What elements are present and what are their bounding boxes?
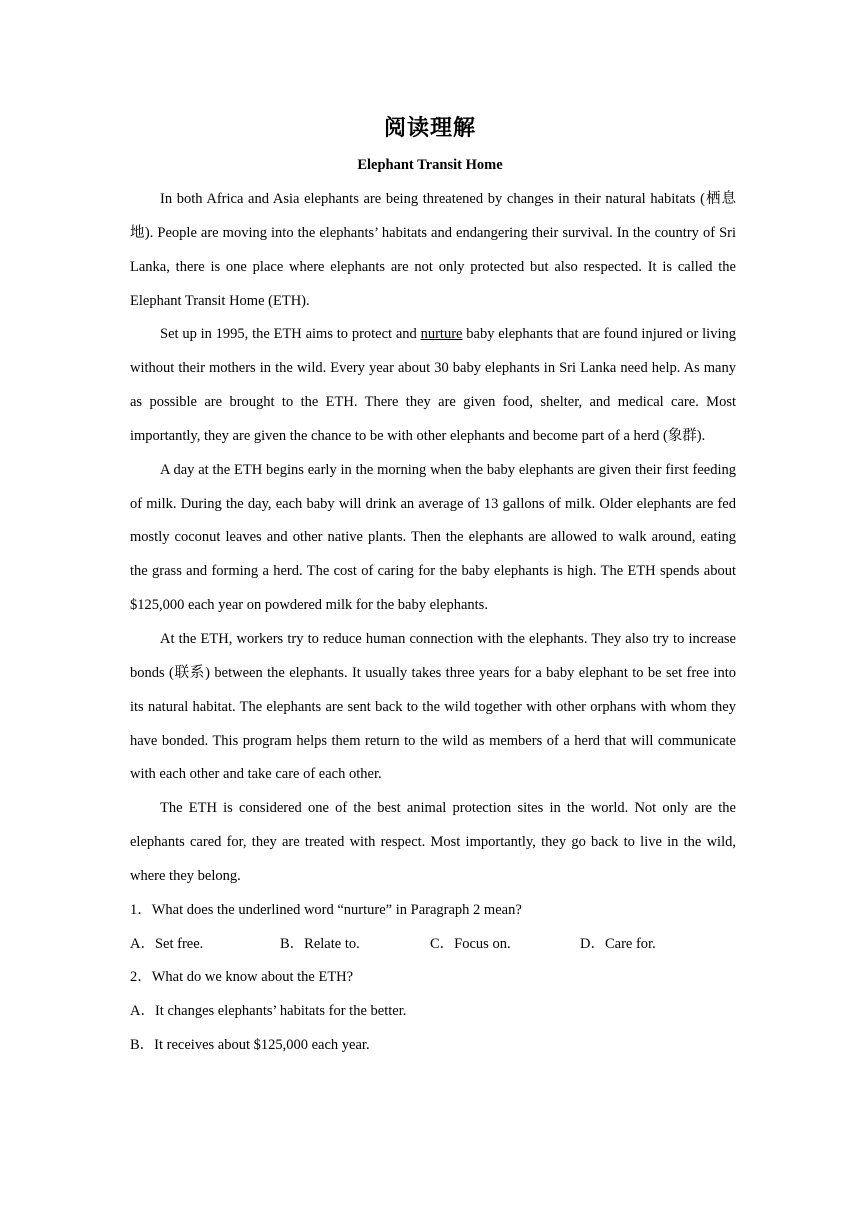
- paragraph-2-text-after: baby elephants that are found injured or living without their mothers in the wild. Every year about 30 baby elephants in Sri Lanka need help. As many as possible are brought to the ETH. There they are given food, shelter, and medical care. Most importantly, they are given the chance to be with other elephants and become part of a herd (象群).: [130, 326, 736, 444]
- paragraph-4: At the ETH, workers try to reduce human connection with the elephants. They also try to increase bonds (联系) between the elephants. It usually takes three years for a baby elephant to be set free into its natural habitat. The elephants are sent back to the wild together with other orphans with whom they have bonded. This program helps them return to the wild as members of a herd that will communicate with each other and take care of each other.: [130, 630, 736, 783]
- question-1-options: [130, 928, 736, 962]
- paragraph-2: [130, 318, 736, 453]
- question-1-option-b: B．Relate to.: [280, 935, 360, 952]
- article-body: [130, 183, 736, 1063]
- article-title: Elephant Transit Home: [357, 157, 503, 173]
- question-1-stem: 1．What does the underlined word “nurture” in Paragraph 2 mean?: [130, 901, 522, 918]
- question-1-option-d: D．Care for.: [580, 935, 656, 952]
- question-2-option-a: A．It changes elephants’ habitats for the better.: [130, 1003, 407, 1020]
- question-1-option-c: C．Focus on.: [430, 935, 511, 952]
- paragraph-3: A day at the ETH begins early in the morning when the baby elephants are given their first feeding of milk. During the day, each baby will drink an average of 13 gallons of milk. Older elephants are fed mostly coconut leaves and other native plants. Then the elephants are allowed to walk around, eating the grass and forming a herd. The cost of caring for the baby elephants is high. The ETH spends about $125,000 each year on powdered milk for the baby elephants.: [130, 461, 736, 614]
- paragraph-2-text-before: Set up in 1995, the ETH aims to protect and: [160, 326, 421, 343]
- question-2-option-b: B．It receives about $125,000 each year.: [130, 1037, 370, 1054]
- page-title: 阅读理解: [383, 115, 476, 141]
- question-2-stem: 2．What do we know about the ETH?: [130, 969, 354, 986]
- paragraph-1: In both Africa and Asia elephants are being threatened by changes in their natural habitats (栖息地). People are moving into the elephants’ habitats and endangering their survival. In the country of Sri Lanka, there is one place where elephants are not only protected but also respected. It is called the Elephant Transit Home (ETH).: [130, 191, 736, 309]
- paragraph-5: The ETH is considered one of the best animal protection sites in the world. Not only are the elephants cared for, they are treated with respect. Most importantly, they go back to live in the wild, where they belong.: [130, 800, 736, 884]
- question-1-option-a: A．Set free.: [130, 935, 204, 952]
- underlined-word: nurture: [420, 326, 463, 343]
